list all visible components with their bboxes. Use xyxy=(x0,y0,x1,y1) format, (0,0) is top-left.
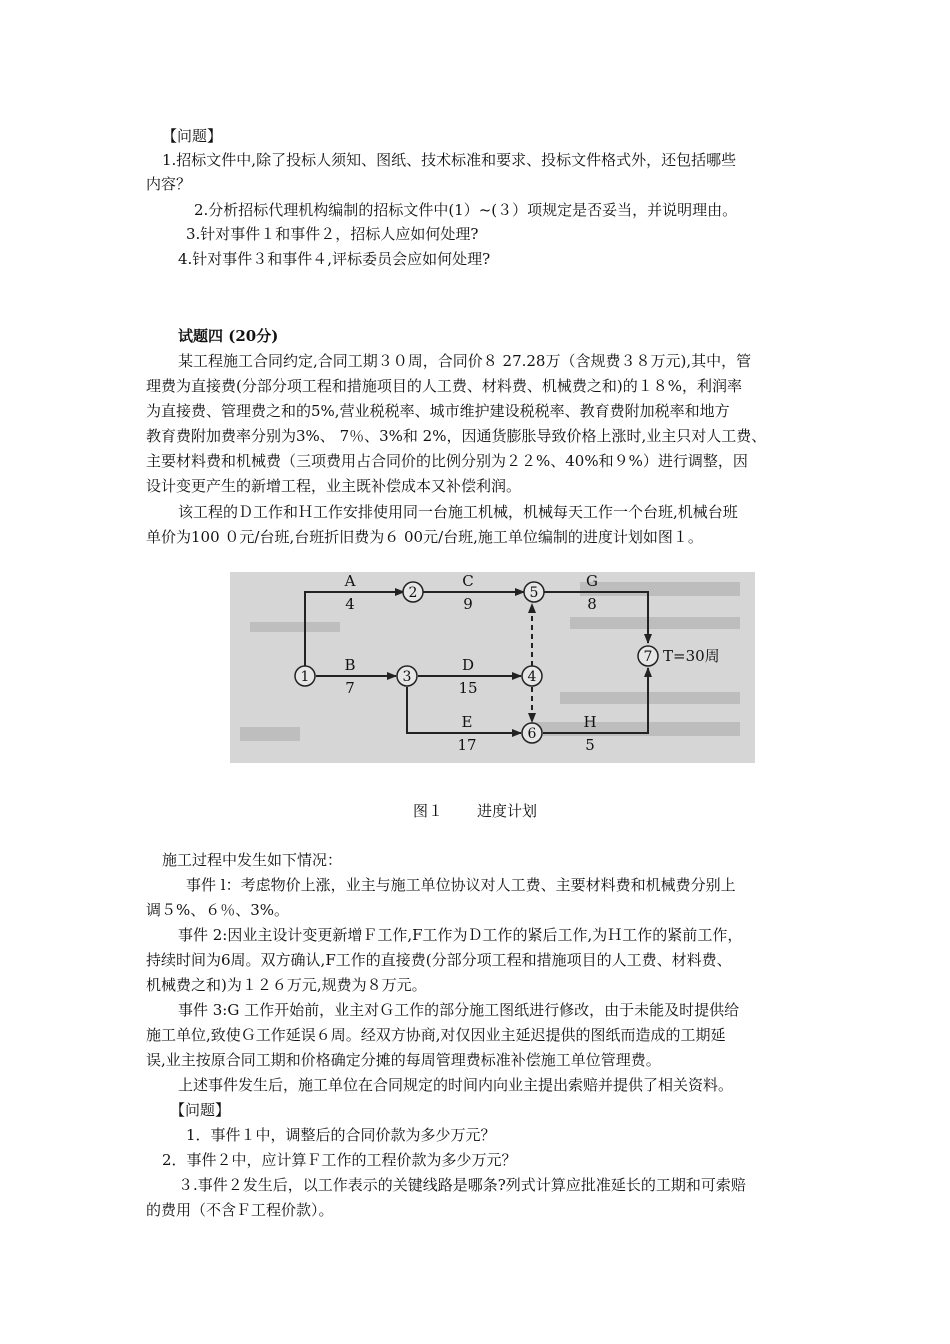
events-intro: 施工过程中发生如下情况： xyxy=(162,851,343,869)
node-label: 4 xyxy=(527,669,537,685)
question-3: 3.针对事件１和事件２，招标人应如何处理? xyxy=(186,225,479,243)
section-title: 试题四 (20分) xyxy=(178,327,279,345)
node-label: 2 xyxy=(408,585,418,601)
event-1-line: 调５%、６％、3%。 xyxy=(146,901,290,919)
node-label: 5 xyxy=(529,585,539,601)
node-label: 6 xyxy=(527,726,537,742)
question-4: 4.针对事件３和事件４,评标委员会应如何处理? xyxy=(178,250,491,268)
question-2: 2．事件２中，应计算Ｆ工作的工程价款为多少万元？ xyxy=(162,1151,517,1169)
paragraph-line: 设计变更产生的新增工程，业主既补偿成本又补偿利润。 xyxy=(146,477,522,495)
question-3-line2: 的费用（不含Ｆ工程价款）。 xyxy=(146,1201,334,1219)
event-2-line: 机械费之和)为１２６万元,规费为８万元。 xyxy=(146,976,427,994)
question-2: 2.分析招标代理机构编制的招标文件中(1）~(３）项规定是否妥当，并说明理由。 xyxy=(194,201,738,219)
total-duration-label: T=30周 xyxy=(663,647,720,665)
caption-text: 进度计划 xyxy=(477,802,538,820)
activity-name: H xyxy=(583,713,597,731)
question-1-line1: 1.招标文件中,除了投标人须知、图纸、技术标准和要求、投标文件格式外，还包括哪些 xyxy=(162,151,737,169)
question-1-line2: 内容？ xyxy=(146,175,192,193)
paragraph-line: 该工程的Ｄ工作和Ｈ工作安排使用同一台施工机械，机械每天工作一个台班,机械台班 xyxy=(178,503,738,521)
event-2-line: 事件 2:因业主设计变更新增Ｆ工作,F工作为Ｄ工作的紧后工作,为Ｈ工作的紧前工作， xyxy=(178,926,743,944)
events-after: 上述事件发生后，施工单位在合同规定的时间内向业主提出索赔并提供了相关资料。 xyxy=(178,1076,734,1094)
event-1-line: 事件 l：考虑物价上涨，业主与施工单位协议对人工费、主要材料费和机械费分别上 xyxy=(186,876,736,894)
node-label: 3 xyxy=(402,669,412,685)
network-diagram xyxy=(230,572,755,763)
activity-name: E xyxy=(461,713,473,731)
paragraph-line: 主要材料费和机械费（三项费用占合同价的比例分别为２２%、40%和９%）进行调整，因 xyxy=(146,452,748,470)
activity-name: G xyxy=(586,572,598,590)
activity-name: A xyxy=(344,572,356,590)
questions-heading: 【问题】 xyxy=(162,127,223,145)
activity-duration: 9 xyxy=(463,595,473,613)
questions-heading: 【问题】 xyxy=(170,1101,231,1119)
paragraph-line: 理费为直接费(分部分项工程和措施项目的人工费、材料费、机械费之和)的１８%，利润率 xyxy=(146,377,742,395)
activity-name: B xyxy=(344,656,356,674)
event-3-line: 误,业主按原合同工期和价格确定分摊的每周管理费标准补偿施工单位管理费。 xyxy=(146,1051,661,1069)
activity-name: D xyxy=(461,656,475,674)
activity-duration: 15 xyxy=(458,679,478,697)
figure-caption xyxy=(0,800,950,822)
event-3-line: 施工单位,致使Ｇ工作延误６周。经双方协商,对仅因业主延迟提供的图纸而造成的工期延 xyxy=(146,1026,726,1044)
node-label: 1 xyxy=(300,669,310,685)
activity-duration: 5 xyxy=(585,736,595,754)
paragraph-line: 教育费附加费率分别为3%、 7％、3%和 2%，因通货膨胀导致价格上涨时,业主只对人工费、 xyxy=(146,427,767,445)
caption-number: 图１ xyxy=(412,802,443,820)
node-label: 7 xyxy=(643,649,653,665)
activity-duration: 4 xyxy=(345,595,355,613)
question-3-line1: ３.事件２发生后，以工作表示的关键线路是哪条?列式计算应批准延长的工期和可索赔 xyxy=(178,1176,746,1194)
paragraph-line: 某工程施工合同约定,合同工期３０周，合同价８ 27.28万（含规费３８万元),其中，管 xyxy=(178,352,752,370)
activity-duration: 17 xyxy=(457,736,477,754)
activity-duration: 7 xyxy=(345,679,355,697)
activity-name: C xyxy=(462,572,474,590)
paragraph-line: 单价为100 ０元/台班,台班折旧费为６ 00元/台班,施工单位编制的进度计划如图１。 xyxy=(146,528,703,546)
activity-duration: 8 xyxy=(587,595,597,613)
paragraph-line: 为直接费、管理费之和的5%,营业税税率、城市维护建设税税率、教育费附加税率和地方 xyxy=(146,402,730,420)
event-3-line: 事件 3:G 工作开始前，业主对Ｇ工作的部分施工图纸进行修改，由于未能及时提供给 xyxy=(178,1001,740,1019)
event-2-line: 持续时间为6周。双方确认,F工作的直接费(分部分项工程和措施项目的人工费、材料费、 xyxy=(146,951,732,969)
question-1: 1．事件１中，调整后的合同价款为多少万元？ xyxy=(186,1126,496,1144)
